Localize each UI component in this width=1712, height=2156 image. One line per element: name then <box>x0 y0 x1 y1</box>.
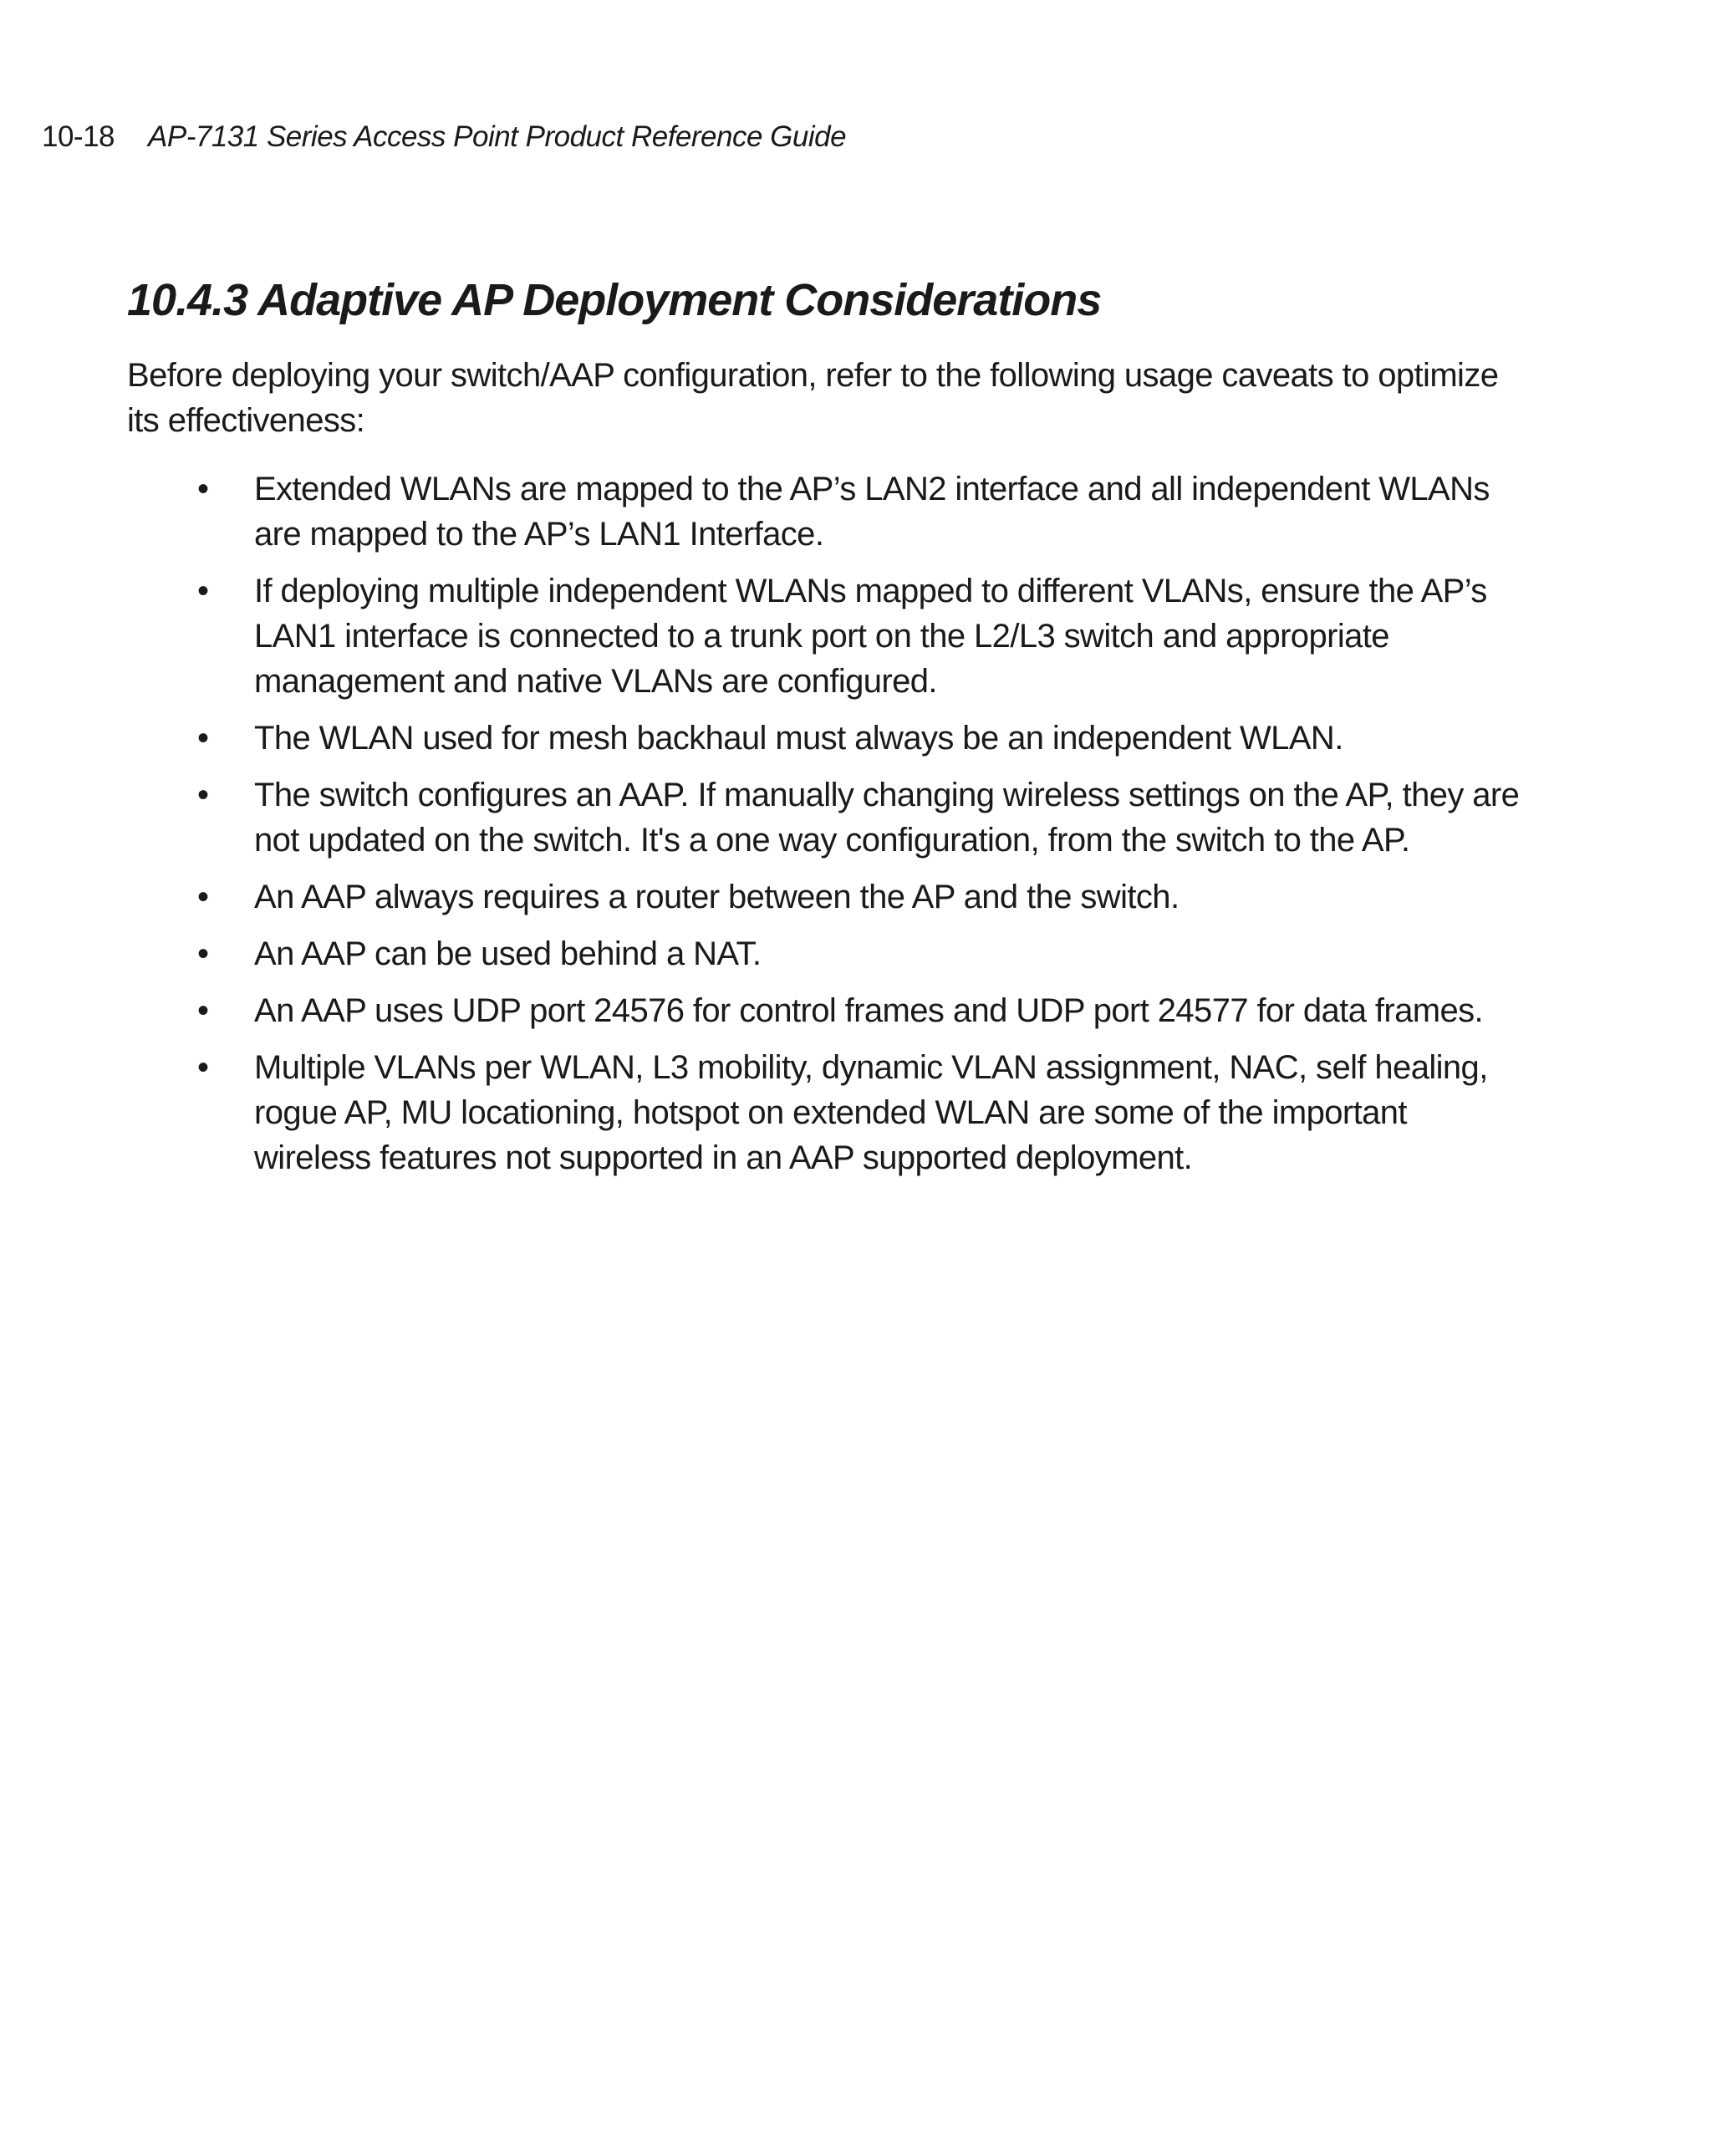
list-item <box>127 568 1531 704</box>
list-item <box>127 931 1531 976</box>
bullet-icon: • <box>197 1049 209 1086</box>
list-item <box>127 874 1531 920</box>
page-number: 10-18 <box>42 120 115 153</box>
list-item-text: An AAP uses UDP port 24576 for control frames and UDP port 24577 for data frames. <box>254 992 1484 1029</box>
list-item <box>127 772 1531 863</box>
bullet-icon: • <box>197 573 209 609</box>
list-item <box>127 716 1531 761</box>
list-item <box>127 1045 1531 1180</box>
intro-paragraph: Before deploying your switch/AAP configuration, refer to the following usage caveats to optimize its effectiveness: <box>127 357 1499 439</box>
bullet-icon: • <box>197 720 209 757</box>
list-item <box>127 988 1531 1033</box>
list-item <box>127 466 1531 557</box>
section-title: 10.4.3 Adaptive AP Deployment Considerations <box>127 275 1102 325</box>
bullet-icon: • <box>197 777 209 813</box>
caveat-list <box>127 466 1531 1192</box>
list-item-text: The WLAN used for mesh backhaul must always be an independent WLAN. <box>254 720 1343 757</box>
list-item-text: An AAP can be used behind a NAT. <box>254 935 762 972</box>
list-item-text: If deploying multiple independent WLANs mapped to different VLANs, ensure the AP’s LAN1 interface is connected to a trunk port on the L2/L3 switch and appropriate management and native VLANs are configured. <box>254 573 1487 700</box>
bullet-icon: • <box>197 879 209 915</box>
bullet-icon: • <box>197 992 209 1029</box>
list-item-text: Multiple VLANs per WLAN, L3 mobility, dynamic VLAN assignment, NAC, self healing, rogue AP, MU locationing, hotspot on extended WLAN are some of the important wireless features not supported in an AAP supported deployment. <box>254 1049 1488 1176</box>
list-item-text: An AAP always requires a router between the AP and the switch. <box>254 879 1180 915</box>
bullet-icon: • <box>197 935 209 972</box>
bullet-icon: • <box>197 471 209 507</box>
list-item-text: The switch configures an AAP. If manually changing wireless settings on the AP, they are not updated on the switch. It's a one way configuration, from the switch to the AP. <box>254 777 1520 859</box>
page-header <box>42 119 846 155</box>
guide-title: AP-7131 Series Access Point Product Reference Guide <box>148 120 847 153</box>
list-item-text: Extended WLANs are mapped to the AP’s LAN2 interface and all independent WLANs are mapped to the AP’s LAN1 Interface. <box>254 471 1490 553</box>
